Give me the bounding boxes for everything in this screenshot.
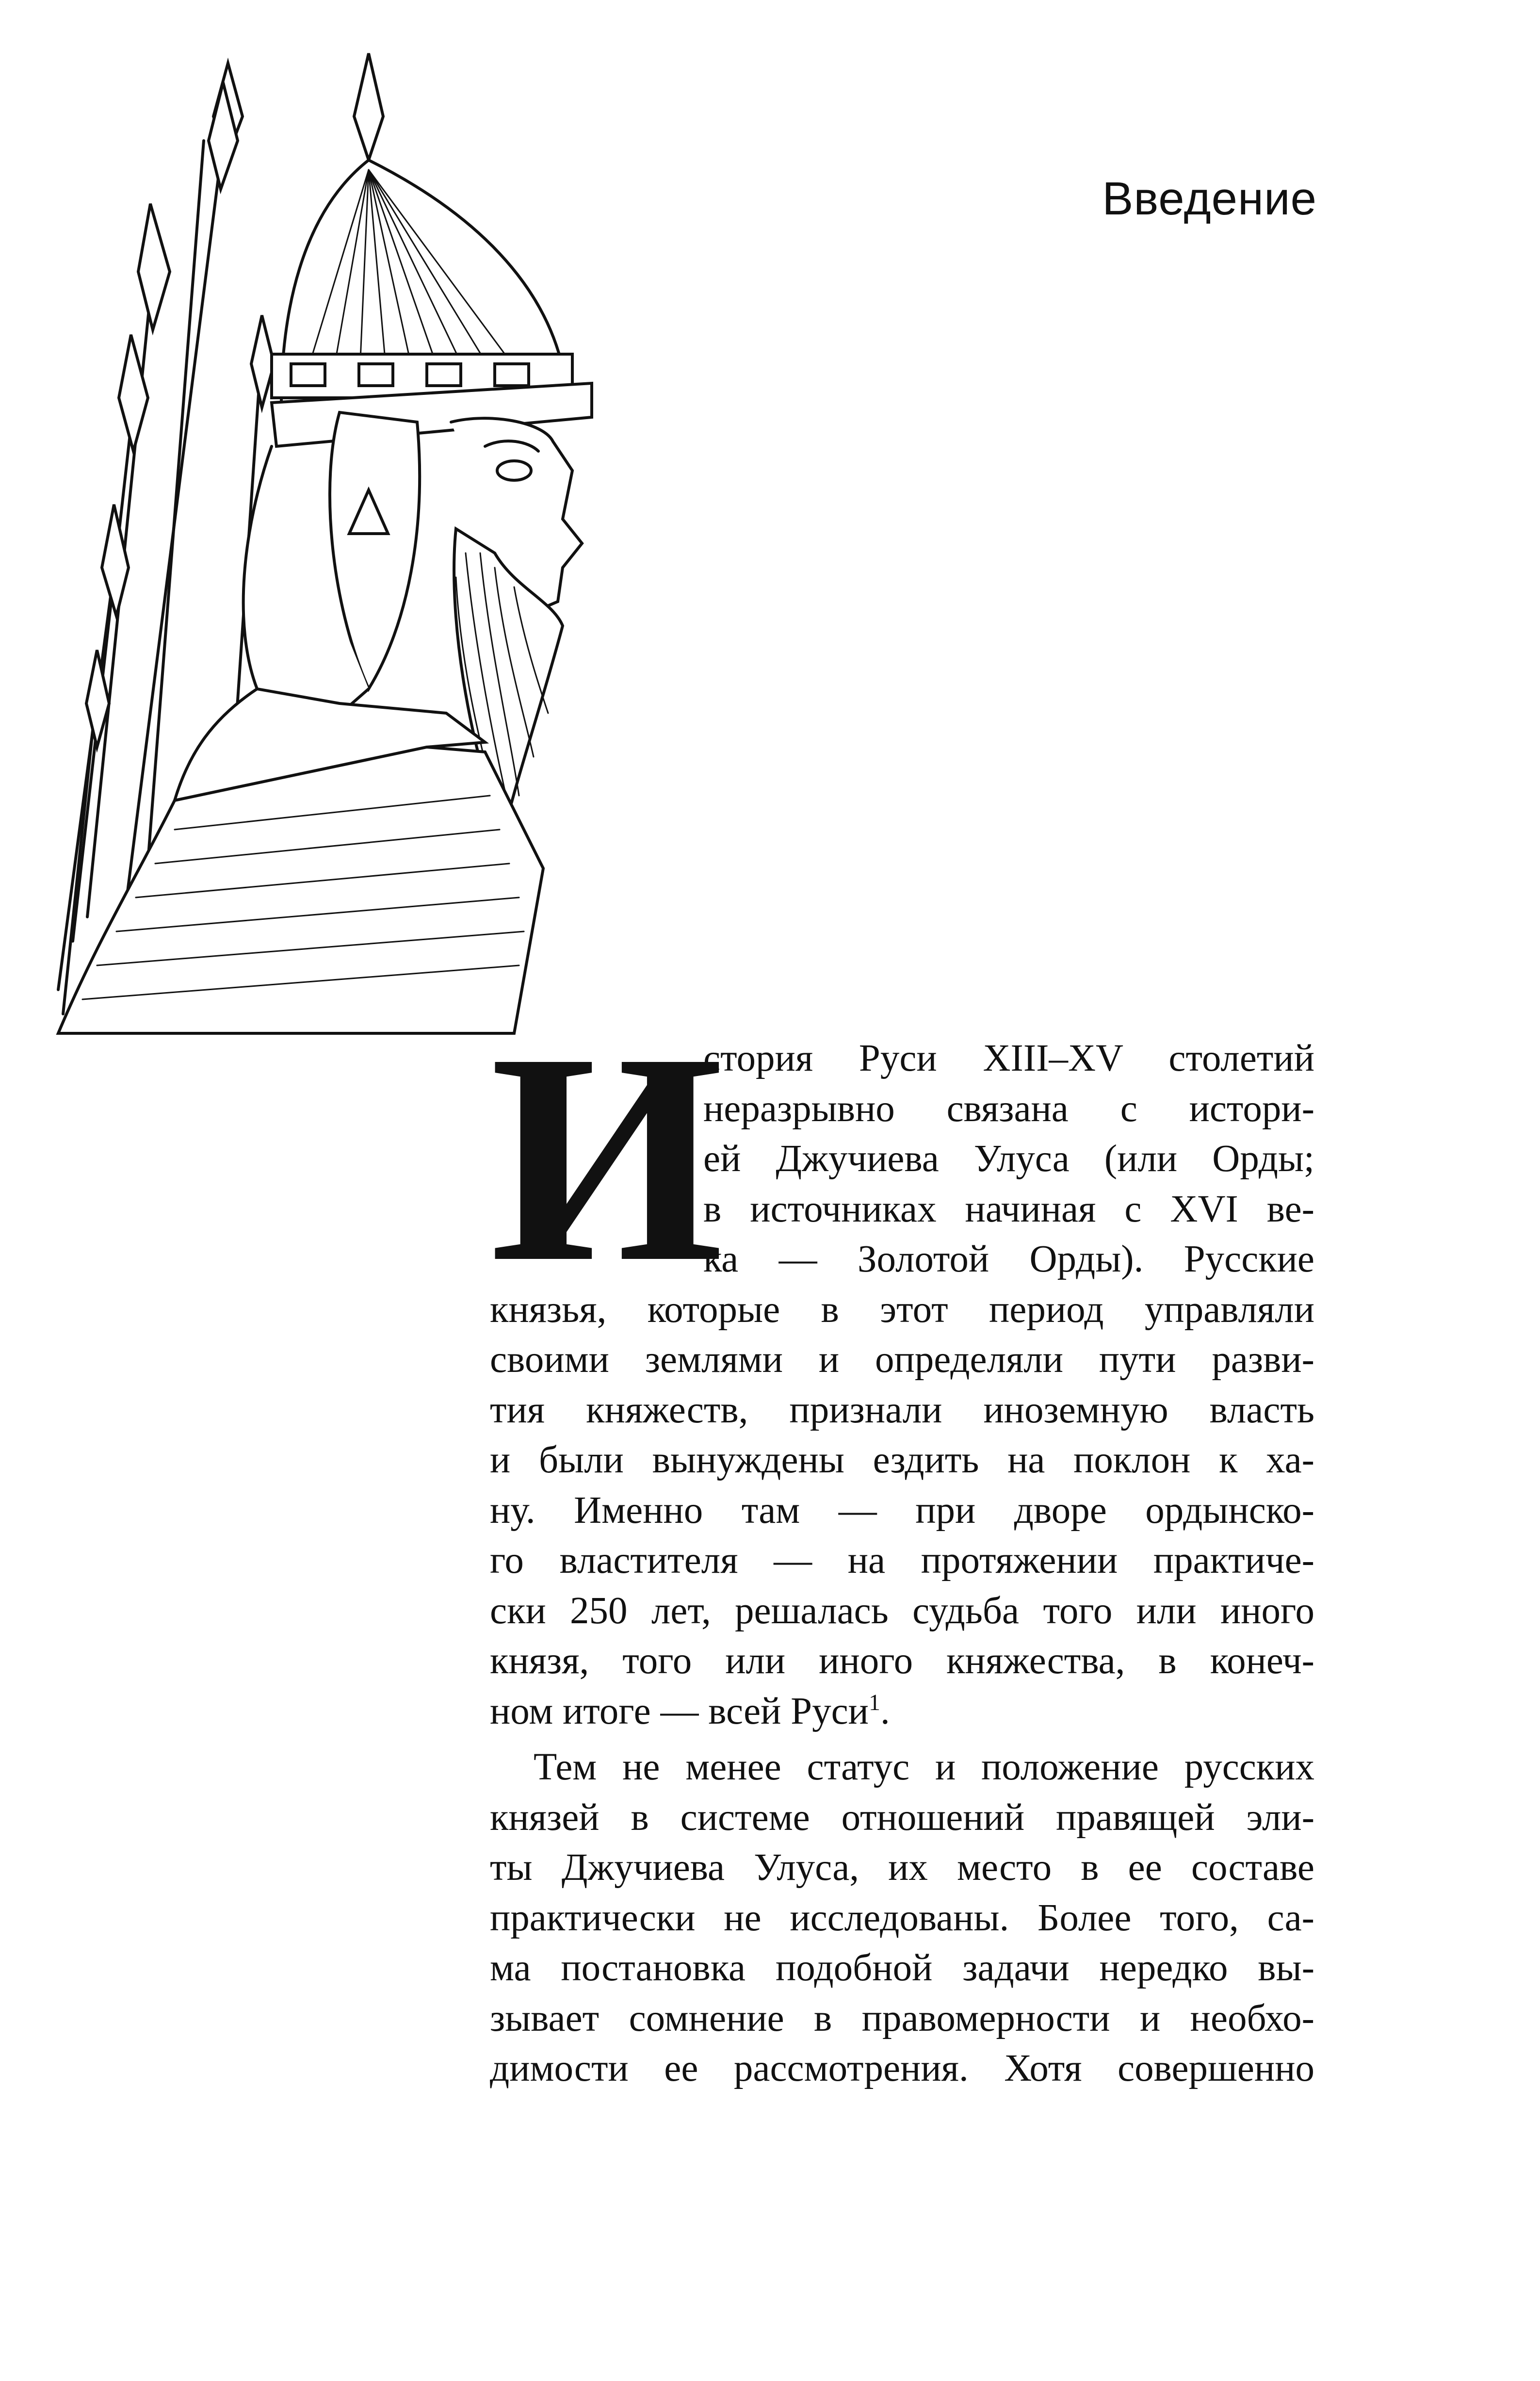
text-line: своими землями и определяли пути разви- (490, 1338, 1314, 1381)
text-line: практически не исследованы. Более того, са- (490, 1896, 1314, 1939)
text-line: тия княжеств, признали иноземную власть (490, 1388, 1314, 1431)
text-line: го властителя — на протяжении практиче- (490, 1539, 1314, 1582)
text-line: ну. Именно там — при дворе ордынско- (490, 1489, 1314, 1532)
text-line: зывает сомнение в правомерности и необхо- (490, 1997, 1314, 2039)
footnote-marker[interactable]: 1 (868, 1689, 880, 1715)
drop-cap-letter: И (490, 992, 724, 1324)
text-line: и были вынуждены ездить на поклон к ха- (490, 1439, 1314, 1481)
text-line: ка — Золотой Орды). Русские (703, 1238, 1314, 1280)
body-text (490, 1033, 1314, 2094)
russian-warrior-helmet-spears-icon (29, 44, 601, 1038)
text-line: ски 250 лет, решалась судьба того или иного (490, 1589, 1314, 1632)
text-line: неразрывно связана с истори- (703, 1087, 1314, 1130)
text-line: в источниках начиная с XVI ве- (703, 1188, 1314, 1230)
text-line: князей в системе отношений правящей эли- (490, 1796, 1314, 1839)
text-line: ты Джучиева Улуса, их место в ее составе (490, 1846, 1314, 1889)
text-line: димости ее рассмотрения. Хотя совершенно (490, 2047, 1314, 2089)
sentence-end: . (880, 1690, 890, 1732)
text-line: ей Джучиева Улуса (или Орды; (703, 1138, 1314, 1180)
paragraph-1 (490, 1033, 1314, 1736)
text-line: князья, которые в этот период управляли (490, 1288, 1314, 1331)
text-line: стория Руси XIII–XV столетий (703, 1037, 1314, 1079)
text-line: Тем не менее статус и положение русских (534, 1746, 1314, 1788)
text-line: князя, того или иного княжества, в конеч- (490, 1640, 1314, 1682)
paragraph-2 (490, 1742, 1314, 2094)
text-line-last (490, 1686, 1314, 1737)
text-line: ма постановка подобной задачи нередко вы- (490, 1947, 1314, 1989)
warrior-illustration (29, 44, 601, 1038)
chapter-title: Введение (1102, 173, 1317, 225)
text-line: ном итоге — всей Руси (490, 1690, 869, 1732)
